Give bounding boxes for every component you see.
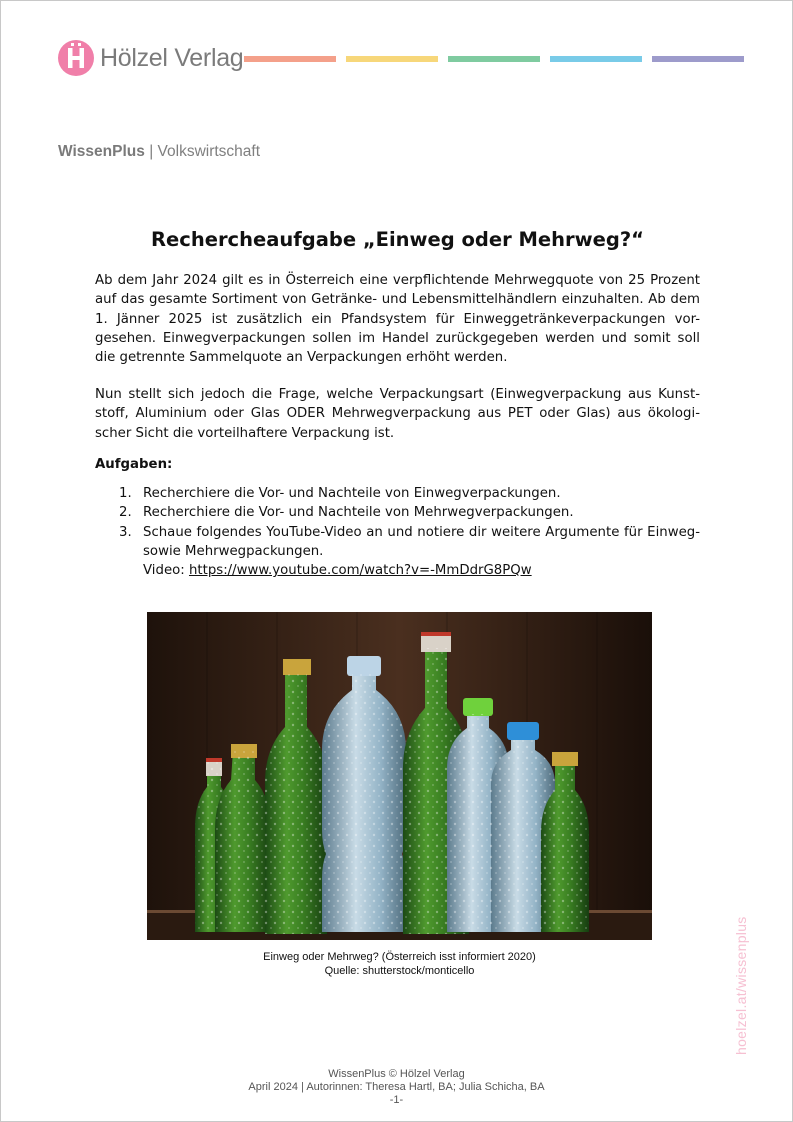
bottles-photo (147, 612, 652, 940)
task-item (95, 503, 700, 522)
color-bars (244, 56, 744, 62)
task-item (95, 523, 700, 581)
logo-text: Hölzel Verlag (100, 43, 244, 72)
tasks-heading: Aufgaben: (95, 457, 173, 472)
intro-paragraph: Ab dem Jahr 2024 gilt es in Österreich eine verpflichtende Mehrwegquote von 25 Prozent auf das gesamte Sortiment von Getränke- und Lebensmittelhändlern einzuhalten. Ab dem 1. Jänner 2025 ist zusätzlich ein Pfandsystem für Einweggetränkeverpackungen vor-gesehen. Einwegverpackungen sollen im Handel zurückgegeben werden und somit soll die getrennte Sammelquote an Verpackungen erhöht werden. (95, 273, 700, 366)
question-paragraph: Nun stellt sich jedoch die Frage, welche Verpackungsart (Einwegverpackung aus Kunst-stoff, Aluminium oder Glas ODER Mehrwegverpackung aus PET oder Glas) aus ökologi-scher Sicht die vorteilhaftere Verpackung ist. (95, 387, 700, 441)
separator: | (149, 143, 154, 160)
task-list (95, 484, 700, 580)
figure-caption (147, 951, 652, 978)
footer-copyright: WissenPlus © Hölzel Verlag (328, 1068, 465, 1080)
section-label (58, 143, 260, 161)
task-text: Schaue folgendes YouTube-Video an und notiere dir weitere Argumente für Einweg- sowie Mehrwegpackungen. (143, 524, 700, 559)
product-name: WissenPlus (58, 143, 145, 160)
side-url: hoelzel.at/wissenplus (733, 916, 749, 1055)
page-number: -1- (389, 1094, 404, 1106)
footer-authors: April 2024 | Autorinnen: Theresa Hartl, BA; Julia Schicha, BA (248, 1081, 545, 1093)
page-title: Rechercheaufgabe „Einweg oder Mehrweg?“ (151, 228, 644, 251)
subject-name: Volkswirtschaft (157, 143, 261, 160)
video-label: Video: (143, 563, 185, 579)
color-bar (652, 56, 744, 62)
color-bar (550, 56, 642, 62)
task-text: Recherchiere die Vor- und Nachteile von Mehrwegverpackungen. (143, 505, 574, 521)
video-link[interactable]: https://www.youtube.com/watch?v=-MmDdrG8PQw (188, 563, 532, 579)
color-bar (346, 56, 438, 62)
color-bar (244, 56, 336, 62)
task-number: 1. (119, 486, 132, 501)
task-text: Recherchiere die Vor- und Nachteile von Einwegverpackungen. (143, 486, 561, 501)
publisher-logo[interactable] (58, 40, 243, 76)
caption-title: Einweg oder Mehrweg? (Österreich isst informiert 2020) (263, 951, 536, 963)
color-bar (448, 56, 540, 62)
task-number: 2. (119, 505, 132, 521)
task-number: 3. (119, 524, 132, 540)
logo-h-icon (58, 40, 94, 76)
caption-source: Quelle: shutterstock/monticello (324, 964, 475, 977)
task-item (95, 484, 700, 503)
page-footer (0, 1068, 793, 1107)
